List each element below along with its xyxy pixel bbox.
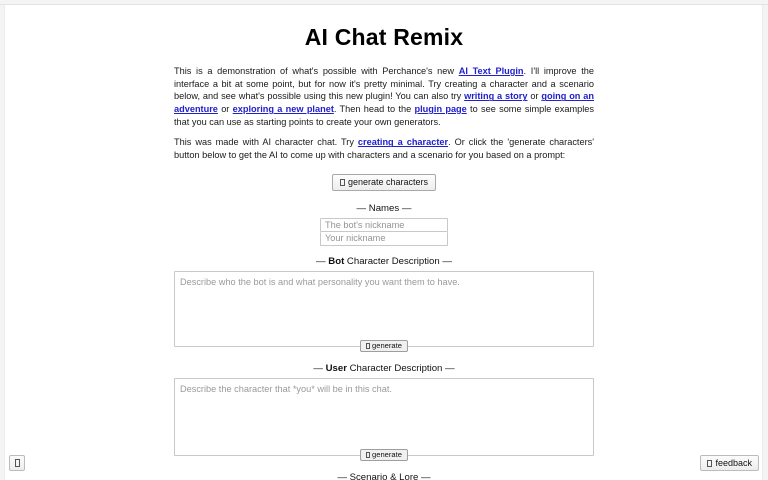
user-generate-label: generate bbox=[372, 449, 402, 459]
intro-text-2: . I'll improve the interface a bit at some point, but for now it's pretty minimal. Try creating a character and a scenario below, and see what's possible using this new plugin! You can also try bbox=[174, 66, 594, 102]
user-nickname-input[interactable] bbox=[320, 232, 448, 246]
going-on-an-adventure-link[interactable]: going on an adventure bbox=[174, 91, 594, 115]
plugin-page-link[interactable]: plugin page bbox=[414, 104, 467, 115]
settings-corner-button[interactable] bbox=[9, 455, 25, 471]
bot-description-wrap bbox=[174, 271, 594, 350]
intro2-text-1: This was made with AI character chat. Try bbox=[174, 137, 358, 148]
bot-heading-dash-right: — bbox=[439, 255, 452, 267]
user-heading-dash-right: — bbox=[442, 362, 455, 374]
window-chrome-top bbox=[0, 0, 768, 5]
exploring-a-new-planet-link[interactable]: exploring a new planet bbox=[232, 104, 334, 115]
user-description-wrap bbox=[174, 378, 594, 459]
scenario-heading bbox=[174, 472, 594, 480]
writing-a-story-link[interactable]: writing a story bbox=[464, 91, 528, 102]
sparkle-icon bbox=[340, 179, 345, 186]
names-heading-dash-right: — bbox=[399, 202, 412, 214]
intro-text-5: . Then head to the bbox=[333, 104, 415, 115]
bot-generate-button[interactable] bbox=[360, 340, 408, 353]
bot-heading-rest: Character Description bbox=[344, 255, 440, 267]
intro-paragraph-1 bbox=[174, 65, 594, 128]
page-title: AI Chat Remix bbox=[304, 24, 464, 50]
generate-characters-row bbox=[174, 172, 594, 191]
user-description-heading bbox=[174, 363, 594, 374]
feedback-icon bbox=[707, 460, 712, 467]
intro-text-6: to see some simple examples that you can use as starting points to create your own generators. bbox=[174, 104, 594, 127]
sparkle-icon bbox=[366, 452, 370, 458]
bot-generate-wrap bbox=[360, 335, 408, 353]
feedback-label: feedback bbox=[715, 458, 752, 468]
intro-text-4: or bbox=[217, 104, 233, 115]
scenario-heading-text: — Scenario & Lore — bbox=[337, 471, 431, 480]
names-fields bbox=[320, 218, 448, 246]
generate-characters-button[interactable] bbox=[332, 174, 436, 191]
window-chrome-right bbox=[762, 5, 768, 480]
ai-text-plugin-link[interactable]: AI Text Plugin bbox=[458, 66, 524, 76]
user-generate-wrap bbox=[360, 444, 408, 462]
bot-generate-label: generate bbox=[372, 340, 402, 350]
bot-heading-dash-left: — bbox=[316, 255, 329, 267]
names-heading-dash-left: — bbox=[356, 202, 369, 214]
bot-nickname-input[interactable] bbox=[320, 218, 448, 232]
bot-heading-bold: Bot bbox=[328, 255, 345, 267]
names-heading-text: Names bbox=[368, 202, 400, 214]
names-heading bbox=[174, 203, 594, 214]
intro2-text-2: . Or click the 'generate characters' button below to get the AI to come up with characters and a scenario for you based on a prompt: bbox=[174, 137, 595, 161]
user-heading-dash-left: — bbox=[313, 362, 326, 374]
window-chrome-left bbox=[0, 5, 5, 480]
page-body bbox=[6, 6, 762, 480]
intro-text-3: or bbox=[527, 91, 542, 102]
intro-paragraph-2 bbox=[174, 136, 594, 161]
missing-glyph-icon bbox=[15, 459, 20, 467]
user-heading-rest: Character Description bbox=[346, 362, 443, 374]
user-generate-button[interactable] bbox=[360, 449, 408, 462]
generate-characters-label: generate characters bbox=[347, 176, 429, 187]
sparkle-icon bbox=[366, 343, 370, 349]
content-column bbox=[174, 6, 594, 480]
intro-text-1: This is a demonstration of what's possible with Perchance's new bbox=[174, 66, 459, 76]
bot-description-heading bbox=[174, 256, 594, 267]
creating-a-character-link[interactable]: creating a character bbox=[357, 137, 449, 148]
user-heading-bold: User bbox=[325, 362, 347, 374]
feedback-button[interactable] bbox=[700, 455, 759, 471]
